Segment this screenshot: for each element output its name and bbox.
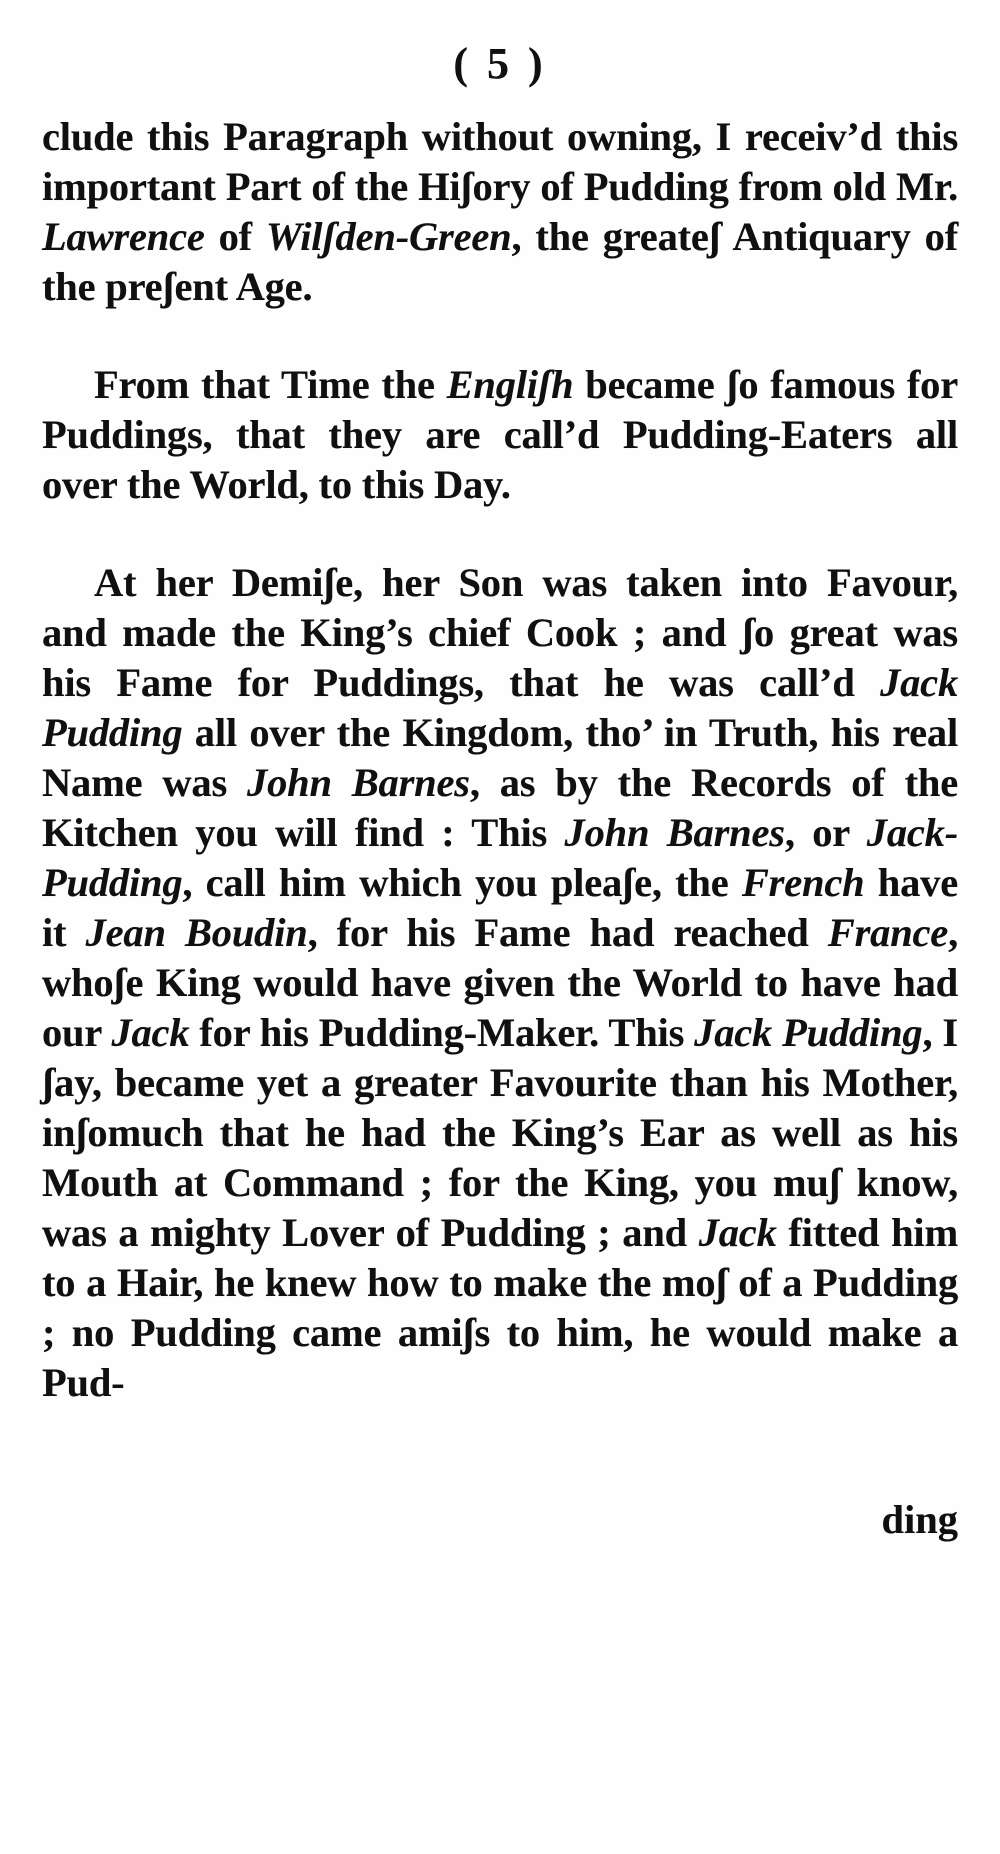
paragraph-3-run-0: At her Demiʃe, her Son was taken into Favour, and made the King’s chief Cook ; and ʃo great was his Fame for Puddings, that he was call’d (42, 560, 958, 705)
paragraph-3-run-7: Jack-Pudding (42, 810, 958, 905)
paragraph-3-run-3: John Barnes (247, 760, 470, 805)
paragraph-1-run-4: , the greateʃ Antiquary of the preʃent Age. (42, 214, 959, 309)
paragraph-1-run-0: clude this Paragraph without owning, I receiv’d this important Part of the Hiʃory of Pudding from old Mr. (42, 114, 958, 209)
paragraph-3-run-9: French (741, 860, 865, 905)
paragraph-1-run-2: of (204, 214, 266, 259)
paragraph-3-run-12: , for his Fame had reached (307, 910, 828, 955)
paragraph-3-run-14: , whoʃe King would have given the World to have had our (42, 910, 959, 1055)
paragraph-3-run-5: John Barnes (564, 810, 785, 855)
paragraph-3-run-15: Jack (111, 1010, 190, 1055)
paragraph-2-run-2: became ʃo famous for Puddings, that they are call’d Pudding-Eaters all over the World, to this Day. (42, 362, 958, 507)
paragraph-3-run-13: France (827, 910, 949, 955)
paragraph-3-run-10: have it (42, 860, 958, 955)
paragraph-3-run-16: for his Pudding-Maker. This (189, 1010, 695, 1055)
paragraph-3-run-20: fitted him to a Hair, he knew how to make the moʃ of a Pudding ; no Pudding came amiʃs to him, he would make a Pud- (42, 1210, 958, 1405)
paragraph-3-run-19: Jack (698, 1210, 777, 1255)
paragraph-3-run-2: all over the Kingdom, tho’ in Truth, his real Name was (42, 710, 958, 805)
paragraph-1-run-1: Lawrence (42, 214, 205, 259)
paragraph-3-run-1: Jack Pudding (42, 660, 958, 755)
paragraph-3-run-18: , I ʃay, became yet a greater Favourite than his Mother, inʃomuch that he had the King’s Ear as well as his Mouth at Command ; for the King, you muʃ know, was a mighty Lover of Pudding ; and (42, 1010, 958, 1255)
paragraph-2-run-0: From that Time the (94, 362, 447, 407)
paragraph-2 (42, 360, 958, 510)
body-text (42, 112, 958, 1408)
page-number: ( 5 ) (453, 39, 547, 88)
paragraph-3 (42, 558, 958, 1408)
paragraph-3-run-6: , or (784, 810, 867, 855)
paragraph-3-run-11: Jean Boudin (85, 910, 308, 955)
paragraph-1-run-3: Wilʃden-Green (265, 214, 512, 259)
paragraph-3-run-4: , as by the Records of the Kitchen you will find : This (42, 760, 958, 855)
catchword: ding (881, 1497, 958, 1542)
paragraph-3-run-8: , call him which you pleaʃe, the (182, 860, 742, 905)
paragraph-1 (42, 112, 958, 312)
paragraph-3-run-17: Jack Pudding (694, 1010, 923, 1055)
paragraph-2-run-1: Engliʃh (446, 362, 574, 407)
